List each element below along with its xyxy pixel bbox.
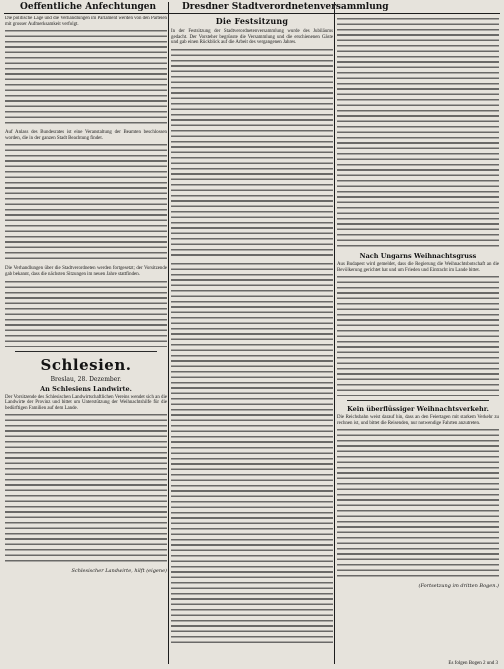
right-column: [337, 16, 499, 662]
article-subhead: An Schlesiens Landwirte.: [40, 384, 132, 393]
left-text-block-2: [5, 144, 167, 262]
middle-column: [171, 16, 333, 662]
column-rule-left: [168, 2, 169, 664]
left-column-title: Oeffentliche Anfechtungen: [20, 2, 157, 12]
right-article-2-text: Die Reichsbahn weist darauf hin, dass an den Feiertagen mit starkem Verkehr zu rechnen ist, und bittet die Reisenden, nur notwendige Fahrten anzutreten.: [337, 415, 499, 426]
middle-text-block-1: [171, 49, 333, 259]
middle-article-text: In der Festsitzung der Stadtverordnetenversammlung wurde des Jubiläums gedacht. Der Vorsteher begrüsste die Versammlung und die erschienenen Gäste und gab einen Rückblick auf die Arbeit des vergangenen Jahres.: [171, 29, 333, 46]
section-divider: [15, 351, 157, 352]
page-footer-note: Es folgen Bogen 2 und 3: [448, 661, 498, 666]
middle-column-subtitle: Die Festsitzung: [215, 16, 289, 26]
left-text-block-1: [5, 30, 167, 126]
left-intro-text: Die politische Lage und die Verhandlungen im Parlament werden von den Parteien mit grosser Aufmerksamkeit verfolgt.: [5, 16, 167, 27]
column-rule-right: [334, 2, 335, 664]
right-heading-2: Kein überflüssiger Weihnachtsverkehr.: [347, 405, 489, 414]
left-text-block-3: [5, 281, 167, 347]
left-section-2-text: Auf Anlass des Bundesrates ist eine Veranstaltung der Beamten beschlossen worden, die in der ganzen Stadt Beachtung findet.: [5, 130, 167, 141]
right-text-block-1: [337, 18, 499, 248]
left-column: [5, 16, 167, 662]
middle-text-block-3: [171, 447, 333, 647]
left-text-block-4: [5, 414, 167, 564]
article-signature: Schlesischer Landwirte, hilft (eigene): [71, 568, 167, 575]
middle-column-title: Dresdner Stadtverordnetenversammlung: [182, 2, 389, 12]
continued-note: (Fortsetzung im dritten Bogen.): [418, 583, 499, 590]
right-text-block-3: [337, 429, 499, 579]
middle-text-block-2: [171, 263, 333, 443]
left-article-text: Der Vorsitzende des Schlesischen Landwirtschaftlichen Vereins wendet sich an die Landwirte der Provinz und bittet um Unterstützung der Weihnachtshilfe für die bedürftigen Familien auf dem Lande.: [5, 394, 167, 411]
left-section-3-text: Die Verhandlungen über die Stadtverordneten werden fortgesetzt; der Vorsitzende gab bekannt, dass die nächsten Sitzungen im neuen Jahre stattfinden.: [5, 266, 167, 277]
right-section-divider: [347, 400, 489, 401]
right-article-text: Aus Budapest wird gemeldet, dass die Regierung die Weihnachtsbotschaft an die Bevölkerung gerichtet hat und um Frieden und Eintracht im Lande bittet.: [337, 262, 499, 273]
header-rule: [4, 13, 500, 14]
dateline: Breslau, 28. Dezember.: [50, 375, 122, 383]
right-text-block-2: [337, 276, 499, 396]
right-heading: Nach Ungarns Weihnachtsgruss: [359, 252, 477, 260]
region-heading: Schlesien.: [40, 355, 132, 374]
